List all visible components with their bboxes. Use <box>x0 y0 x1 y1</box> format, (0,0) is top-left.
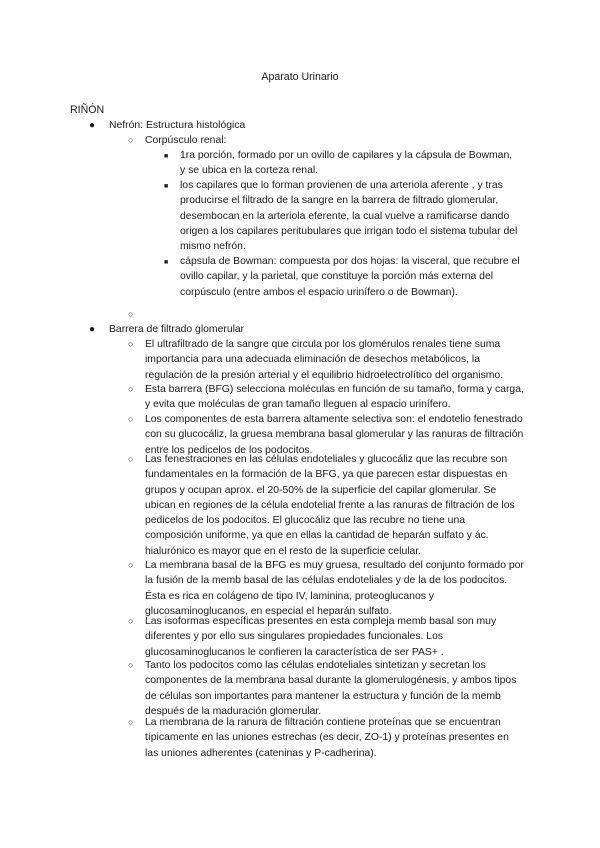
list-item: Los componentes de esta barrera altamente selectiva son: el endotelio fenestrado con su glucocáliz, la gruesa membrana basal glomerular y las ranuras de filtración entre los pedicelos de los podocitos. <box>145 414 524 456</box>
list-item-barrera: Barrera de filtrado glomerular <box>109 324 245 335</box>
list-item: Las fenestraciones en las células endoteliales y glucocáliz que las recubre son fundamentales en la formación de la BFG, ya que parecen estar dispuestas en grupos y ocupan aprox. el 20-50% de la superficie del capilar glomerular. Se ubican en regiones de la célula endotelial frente a las ranuras de filtración de los pedicelos de los podocitos. El glucocáliz que las recubre no tiene una composición uniforme, ya que en ellas la cantidad de heparán sulfato y ác. hialurónico es mayor que en el resto de la superficie celular. <box>145 454 515 557</box>
disc-bullet-icon: ● <box>89 324 96 335</box>
circle-bullet-icon: ○ <box>128 384 134 394</box>
list-item: los capilares que lo forman provienen de una arteriola aferente , y tras producirse el filtrado de la sangre en la barrera de filtrado glomerular, desembocan en la arteriola eferente, la cual vuelve a ramificarse dando origen a los capilares peritubulares que irrigan todo el sistema tubular del mismo nefrón. <box>180 180 518 253</box>
list-item: cápsula de Bowman: compuesta por dos hojas: la visceral, que recubre el ovillo capilar, y la parietal, que constituye la porción más externa del corpúsculo (entre ambos el espacio urinífero o de Bowman). <box>180 256 520 298</box>
circle-bullet-icon: ○ <box>128 309 134 319</box>
list-item-corpusculo: Corpúsculo renal: <box>145 135 227 146</box>
square-bullet-icon: ■ <box>164 153 169 160</box>
list-item: 1ra porción, formado por un ovillo de capilares y la cápsula de Bowman, y se ubica en la corteza renal. <box>180 150 513 177</box>
circle-bullet-icon: ○ <box>128 717 134 727</box>
circle-bullet-icon: ○ <box>128 616 134 626</box>
section-heading: RIÑÓN <box>70 104 105 116</box>
list-item: Las isoformas específicas presentes en esta compleja memb basal son muy diferentes y por ello sus singulares propiedades funcionales. Los glucosaminoglucanos le confieren la característica de ser PAS+ . <box>145 616 497 658</box>
circle-bullet-icon: ○ <box>128 454 134 464</box>
list-item: La membrana basal de la BFG es muy gruesa, resultado del conjunto formado por la fusión de la memb basal de las células endoteliales y de la de los podocitos. Ésta es rica en colágeno de tipo IV, laminina, proteoglucanos y glucosaminoglucanos, en especial el heparán sulfato. <box>145 560 524 617</box>
circle-bullet-icon: ○ <box>128 560 134 570</box>
list-item: Tanto los podocitos como las células endoteliales sintetizan y secretan los componentes de la membrana basal durante la glomerulogénesis, y ambos tipos de células son importantes para mantener la estructura y función de la memb después de la maduración glomerular. <box>145 660 517 717</box>
list-item: Esta barrera (BFG) selecciona moléculas en función de su tamaño, forma y carga, y evita que moléculas de gran tamaño lleguen al espacio urinífero. <box>145 384 524 411</box>
disc-bullet-icon: ● <box>89 120 96 131</box>
circle-bullet-icon: ○ <box>128 660 134 670</box>
square-bullet-icon: ■ <box>164 259 169 266</box>
list-item: La membrana de la ranura de filtración contiene proteínas que se encuentran típicamente en las uniones estrechas (es decir, ZO-1) y proteínas presentes en las uniones adherentes (cateninas y P-cadherina). <box>145 717 509 759</box>
circle-bullet-icon: ○ <box>128 135 134 145</box>
circle-bullet-icon: ○ <box>128 339 134 349</box>
document-title: Aparato Urinario <box>261 71 339 83</box>
circle-bullet-icon: ○ <box>128 414 134 424</box>
list-item: El ultrafiltrado de la sangre que circula por los glomérulos renales tiene suma importancia para una adecuada eliminación de desechos metabólicos, la regulación de la presión arterial y el equilibrio hidroelectrolítico del organismo. <box>145 339 504 381</box>
square-bullet-icon: ■ <box>164 183 169 190</box>
list-item-nefron: Nefrón: Estructura histológica <box>109 120 246 131</box>
